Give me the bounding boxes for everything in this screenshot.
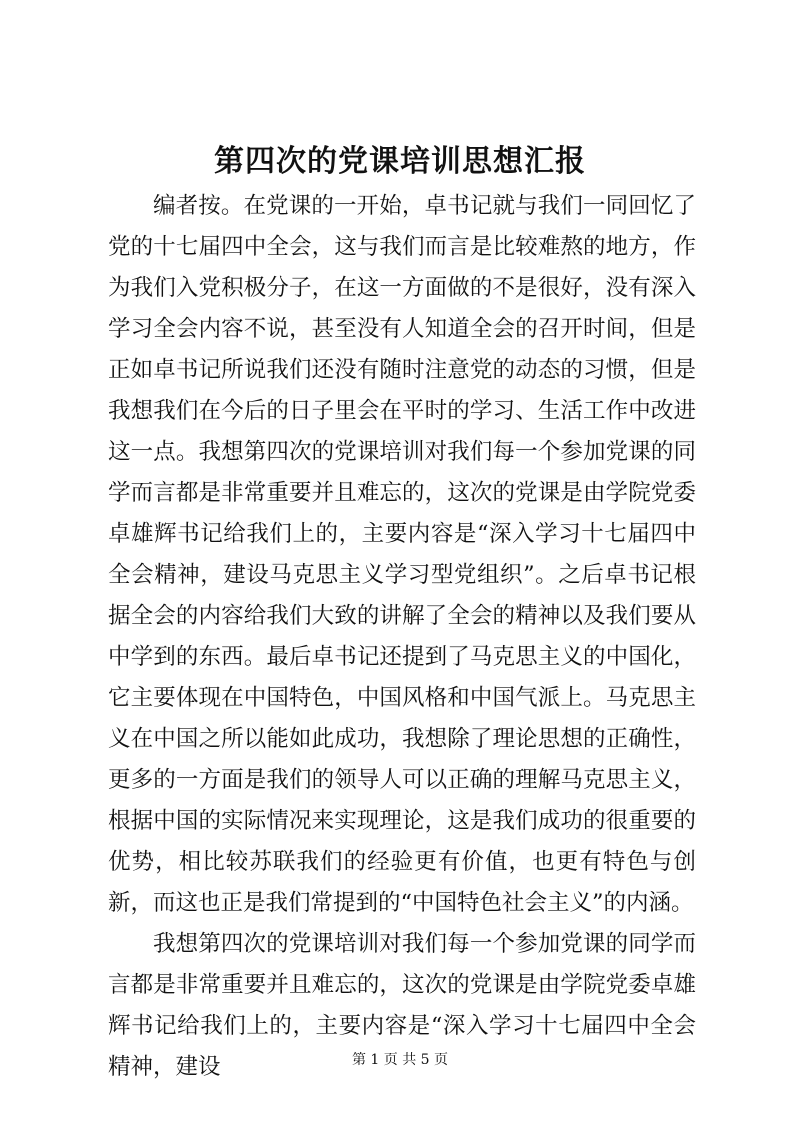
paragraph: 我想第四次的党课培训对我们每一个参加党课的同学而言都是非常重要并且难忘的，这次的党课是由学院党委卓雄辉书记给我们上的，主要内容是“深入学习十七届四中全会精神，建设 (108, 931, 696, 1080)
paragraph: 编者按。在党课的一开始，卓书记就与我们一同回忆了党的十七届四中全会，这与我们而言是比较难熬的地方，作为我们入党积极分子，在这一方面做的不是很好，没有深入学习全会内容不说，甚至没有人知道全会的召开时间，但是正如卓书记所说我们还没有随时注意党的动态的习惯，但是我想我们在今后的日子里会在平时的学习、生活工作中改进这一点。我想第四次的党课培训对我们每一个参加党课的同学而言都是非常重要并且难忘的，这次的党课是由学院党委卓雄辉书记给我们上的，主要内容是“深入学习十七届四中全会精神，建设马克思主义学习型党组织”。之后卓书记根据全会的内容给我们大致的讲解了全会的精神以及我们要从中学到的东西。最后卓书记还提到了马克思主义的中国化，它主要体现在中国特色，中国风格和中国气派上。马克思主义在中国之所以能如此成功，我想除了理论思想的正确性，更多的一方面是我们的领导人可以正确的理解马克思主义，根据中国的实际情况来实现理论，这是我们成功的很重要的优势，相比较苏联我们的经验更有价值，也更有特色与创新，而这也正是我们常提到的“中国特色社会主义”的内涵。 (108, 193, 696, 916)
page-number-footer: 第 1 页 共 5 页 (351, 1052, 449, 1068)
document-body (108, 186, 696, 1088)
document-title: 第四次的党课培训思想汇报 (214, 144, 586, 179)
